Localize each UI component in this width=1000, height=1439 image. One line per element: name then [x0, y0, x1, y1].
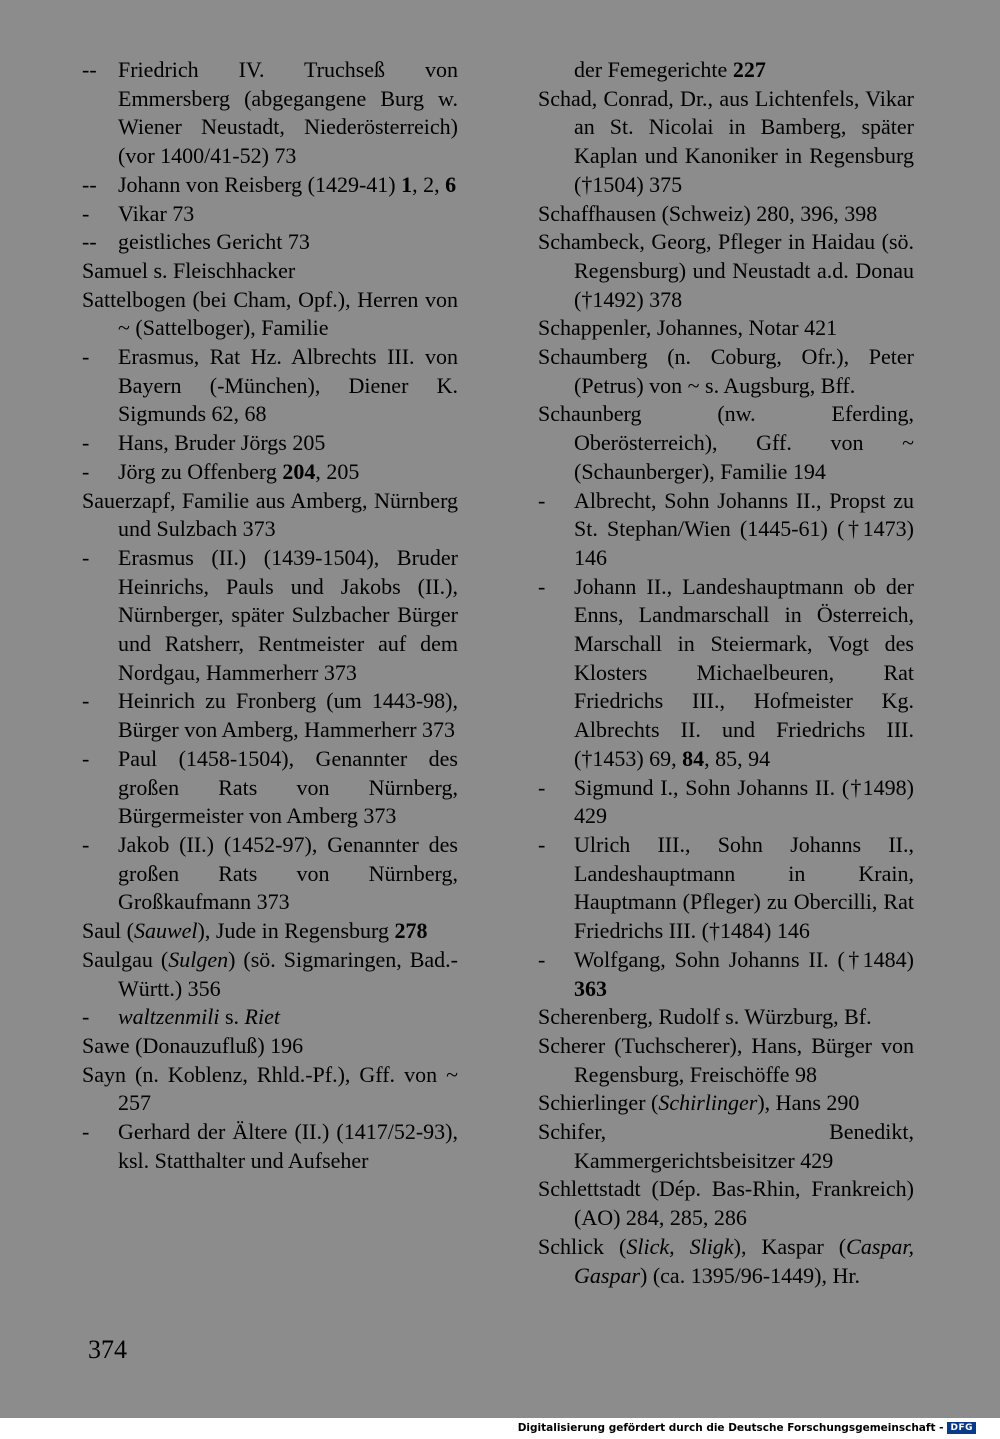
index-entry: Schifer, Benedikt, Kammergerichtsbeisitzer 429 — [538, 1119, 914, 1173]
index-entry: - Gerhard der Ältere (II.) (1417/52-93), ksl. Statthalter und Aufseher — [82, 1118, 458, 1175]
dfg-logo: DFG — [947, 1422, 976, 1434]
index-entry: Schlettstadt (Dép. Bas-Rhin, Frankreich) (AO) 284, 285, 286 — [538, 1176, 914, 1231]
index-entry: Schaunberg (nw. Eferding, Oberösterreich), Gff. von ~ (Schaunberger), Familie 194 — [538, 401, 914, 484]
index-entry: Schaffhausen (Schweiz) 280, 396, 398 — [538, 200, 878, 226]
index-entry: - Johann II., Landeshauptmann ob der Enns, Landmarschall in Österreich, Marschall in Steiermark, Vogt des Klosters Michaelbeuren, Rat Friedrichs III., Hofmeister Kg. Albrechts II. und Friedrichs III. (†1453) 69, 84, 85, 94 — [538, 573, 914, 774]
index-entry: der Femegerichte 227 — [574, 57, 766, 82]
digitization-credit — [518, 1422, 976, 1434]
index-entry: - Paul (1458-1504), Genannter des großen Rats von Nürnberg, Bürgermeister von Amberg 373 — [82, 745, 458, 831]
index-entry: - waltzenmili s. Riet — [82, 1003, 458, 1032]
index-entry: Schad, Conrad, Dr., aus Lichtenfels, Vikar an St. Nicolai in Bamberg, später Kaplan und Kanoniker in Regensburg (†1504) 375 — [538, 85, 914, 197]
index-entry: Scherenberg, Rudolf s. Würzburg, Bf. — [538, 1004, 872, 1030]
index-entry: Saul (Sauwel), Jude in Regensburg 278 — [82, 918, 428, 944]
index-entry: Schambeck, Georg, Pfleger in Haidau (sö. Regensburg) und Neustadt a.d. Donau (†1492) 378 — [538, 229, 914, 312]
index-entry: - Jakob (II.) (1452-97), Genannter des großen Rats von Nürnberg, Großkaufmann 373 — [82, 831, 458, 917]
index-entry: -- Friedrich IV. Truchseß von Emmersberg (abgegangene Burg w. Wiener Neustadt, Niederösterreich) (vor 1400/41-52) 73 — [82, 56, 458, 171]
page-number: 374 — [88, 1335, 127, 1364]
index-entry: Sawe (Donauzufluß) 196 — [82, 1032, 304, 1058]
index-entry: Sauerzapf, Familie aus Amberg, Nürnberg und Sulzbach 373 — [82, 487, 458, 542]
index-entry: Saulgau (Sulgen) (sö. Sigmaringen, Bad.-Württ.) 356 — [82, 946, 458, 1001]
index-entry: Sayn (n. Koblenz, Rhld.-Pf.), Gff. von ~ 257 — [82, 1061, 458, 1116]
index-column-right — [538, 56, 914, 1290]
index-entry: Schierlinger (Schirlinger), Hans 290 — [538, 1090, 860, 1116]
index-entry: - Wolfgang, Sohn Johanns II. (†1484) 363 — [538, 946, 914, 1003]
index-entry: Schappenler, Johannes, Notar 421 — [538, 315, 838, 341]
index-entry: - Erasmus (II.) (1439-1504), Bruder Heinrichs, Pauls und Jakobs (II.), Nürnberger, später Sulzbacher Bürger und Ratsherr, Rentmeister auf dem Nordgau, Hammerherr 373 — [82, 544, 458, 688]
index-entry: - Sigmund I., Sohn Johanns II. (†1498) 429 — [538, 774, 914, 831]
index-entry: - Heinrich zu Fronberg (um 1443-98), Bürger von Amberg, Hammerherr 373 — [82, 687, 458, 744]
index-entry: - Albrecht, Sohn Johanns II., Propst zu St. Stephan/Wien (1445-61) (†1473) 146 — [538, 487, 914, 573]
index-entry: Sattelbogen (bei Cham, Opf.), Herren von ~ (Sattelboger), Familie — [82, 286, 458, 341]
index-entry: - Vikar 73 — [82, 200, 458, 229]
index-entry: - Erasmus, Rat Hz. Albrechts III. von Bayern (-München), Diener K. Sigmunds 62, 68 — [82, 343, 458, 429]
index-entry: Scherer (Tuchscherer), Hans, Bürger von Regensburg, Freischöffe 98 — [538, 1032, 914, 1087]
index-entry: - Hans, Bruder Jörgs 205 — [82, 429, 458, 458]
index-entry: Schlick (Slick, Sligk), Kaspar (Caspar, Gaspar) (ca. 1395/96-1449), Hr. — [538, 1233, 914, 1288]
index-entry: - Ulrich III., Sohn Johanns II., Landeshauptmann in Krain, Hauptmann (Pfleger) zu Obercilli, Rat Friedrichs III. (†1484) 146 — [538, 831, 914, 946]
index-column-left — [82, 56, 458, 1175]
index-entry: -- geistliches Gericht 73 — [82, 228, 458, 257]
index-entry: Schaumberg (n. Coburg, Ofr.), Peter (Petrus) von ~ s. Augsburg, Bff. — [538, 344, 914, 398]
index-entry: -- Johann von Reisberg (1429-41) 1, 2, 6 — [82, 171, 458, 200]
credit-text: Digitalisierung gefördert durch die Deutsche Forschungsgemeinschaft - — [517, 1422, 944, 1434]
index-entry: - Jörg zu Offenberg 204, 205 — [82, 458, 458, 487]
index-entry: Samuel s. Fleischhacker — [82, 257, 296, 283]
